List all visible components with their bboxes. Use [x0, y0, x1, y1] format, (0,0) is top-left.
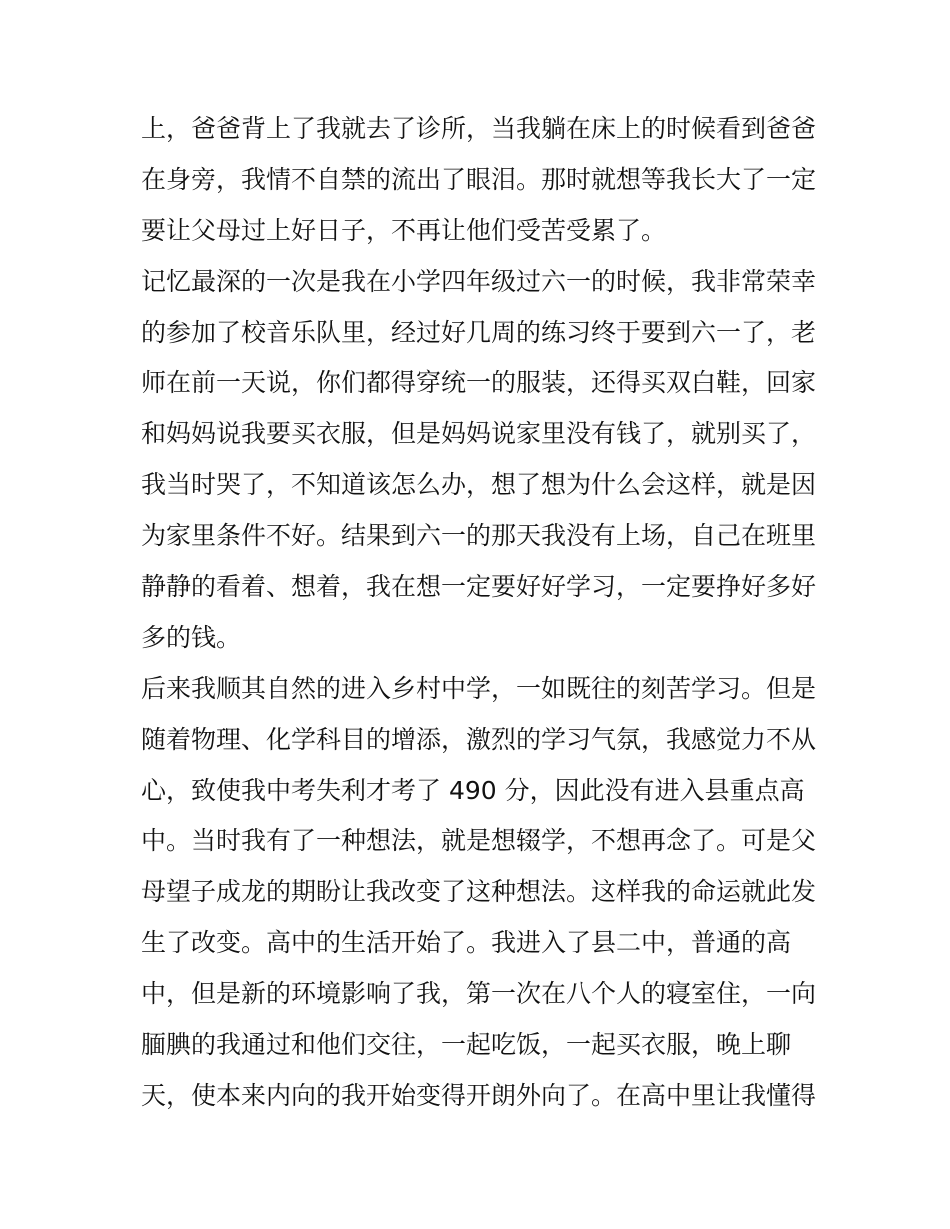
text-line: 在身旁，我情不自禁的流出了眼泪。那时就想等我长大了一定 [141, 164, 817, 194]
text-line: 多的钱。 [141, 622, 242, 652]
text-line: 腼腆的我通过和他们交往，一起吃饭，一起买衣服，晚上聊 [141, 1030, 792, 1060]
text-line: 上，爸爸背上了我就去了诊所，当我躺在床上的时候看到爸爸 [141, 114, 817, 143]
text-line: 和妈妈说我要买衣服，但是妈妈说家里没有钱了，就别买了， [141, 419, 817, 449]
text-line: 随着物理、化学科目的增添，激烈的学习气氛，我感觉力不从 [141, 724, 817, 754]
text-line: 生了改变。高中的生活开始了。我进入了县二中，普通的高 [141, 928, 792, 958]
text-line: 要让父母过上好日子，不再让他们受苦受累了。 [141, 215, 667, 245]
text-line: 中，但是新的环境影响了我，第一次在八个人的寝室住，一向 [141, 979, 817, 1009]
text-line: 静静的看着、想着，我在想一定要好好学习，一定要挣好多好 [141, 572, 817, 602]
text-line: 的参加了校音乐队里，经过好几周的练习终于要到六一了，老 [141, 317, 817, 347]
text-line: 天，使本来内向的我开始变得开朗外向了。在高中里让我懂得 [141, 1080, 817, 1110]
text-line: 后来我顺其自然的进入乡村中学，一如既往的刻苦学习。但是 [141, 673, 817, 703]
text-line: 中。当时我有了一种想法，就是想辍学，不想再念了。可是父 [141, 826, 817, 856]
text-line: 母望子成龙的期盼让我改变了这种想法。这样我的命运就此发 [141, 877, 817, 907]
text-line: 为家里条件不好。结果到六一的那天我没有上场，自己在班里 [141, 521, 817, 551]
text-line: 我当时哭了，不知道该怎么办，想了想为什么会这样，就是因 [141, 470, 817, 500]
body-text [141, 104, 817, 1122]
text-line: 师在前一天说，你们都得穿统一的服装，还得买双白鞋，回家 [141, 368, 817, 398]
text-line: 心，致使我中考失利才考了 490 分，因此没有进入县重点高 [141, 775, 805, 805]
text-line: 记忆最深的一次是我在小学四年级过六一的时候，我非常荣幸 [141, 266, 817, 296]
